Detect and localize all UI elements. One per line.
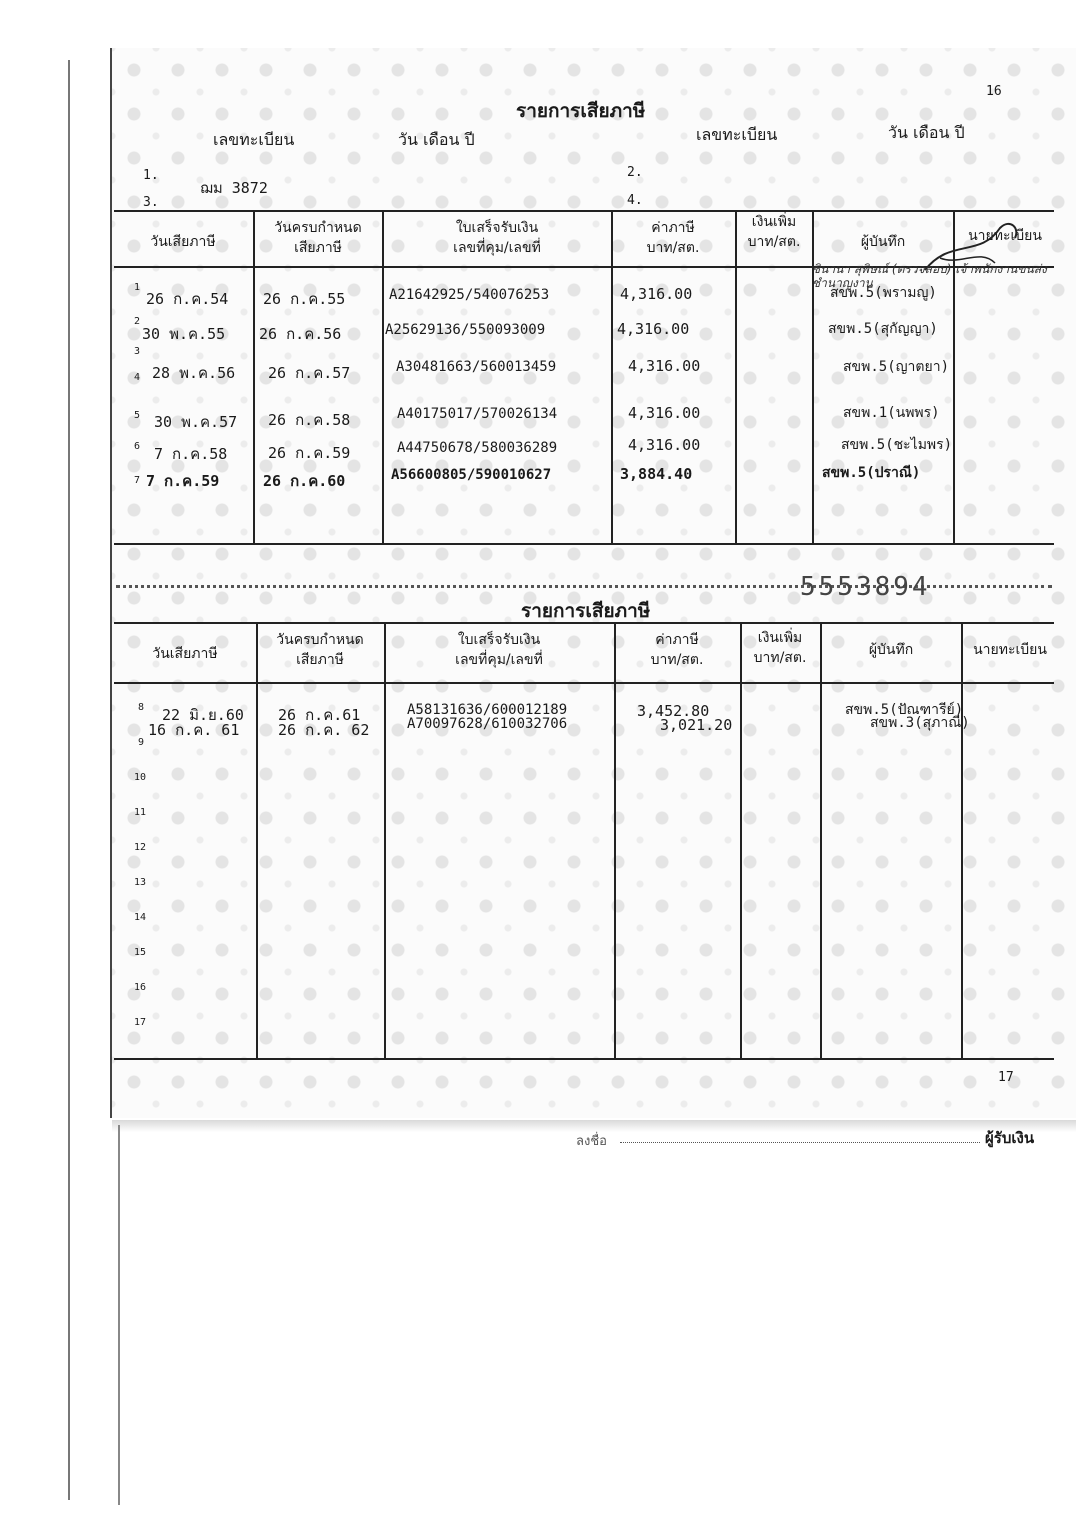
row-num: 6 [134,441,141,452]
col-header-registrar: นายทะเบียน [968,228,1042,244]
col-header-due-date: วันครบกำหนด เสียภาษี [274,220,362,256]
row-num: 12 [134,842,147,853]
col-rule-6b [961,622,963,1058]
serial-number: 5553894 [800,572,931,602]
plate-value-1: ฌม 3872 [200,179,268,197]
col-header-paid-date: วันเสียภาษี [150,234,216,250]
due-date: 26 ก.ค.55 [263,290,346,308]
date-label-right: วัน เดือน ปี [888,123,965,142]
row-num: 17 [134,1017,147,1028]
reg-label-right: เลขทะเบียน [696,125,778,144]
page-number-bottom: 17 [998,1070,1014,1085]
receipt-number: A30481663/560013459 [396,359,557,375]
reg-label-left: เลขทะเบียน [213,130,295,149]
col-header-surcharge-b: เงินเพิ่ม บาท/สต. [753,630,807,666]
row-num: 3 [134,346,141,357]
due-date: 26 ก.ค.59 [268,444,351,462]
row-num: 15 [134,947,147,958]
row-num: 13 [134,877,147,888]
row-num: 10 [134,772,147,783]
col-header-recorder-b: ผู้บันทึก [868,642,914,658]
table-top-bottom-rule [114,543,1054,545]
receipt-number: A40175017/570026134 [397,406,558,422]
col-rule-5 [812,210,814,545]
due-date: 26 ก.ค.61 [278,706,361,724]
due-date: 26 ก.ค.57 [268,364,351,382]
tax-amount: 4,316.00 [620,285,693,303]
due-date: 26 ก.ค.58 [268,411,351,429]
row-num: 9 [138,737,145,748]
receipt-number: A56600805/590010627 [391,467,552,483]
row-num: 11 [134,807,147,818]
footer-dotted-line [620,1142,980,1143]
left-margin-rule [68,60,70,1500]
recorder: สขพ.5(ปัณฑารีย์) [845,702,964,718]
col-rule-3b [614,622,616,1058]
col-rule-2 [382,210,384,545]
tax-amount: 3,021.20 [660,716,733,734]
tax-amount: 3,884.40 [620,465,693,483]
tax-amount: 4,316.00 [628,357,701,375]
col-header-surcharge: เงินเพิ่ม บาท/สต. [747,214,801,250]
tax-amount: 4,316.00 [617,320,690,338]
due-date: 26 ก.ค.56 [259,325,342,343]
paid-date: 28 พ.ค.56 [152,364,236,382]
underlying-page [118,1125,1060,1505]
plate-num-3: 3. [143,195,159,210]
recorder: สขพ.5(พรามญู) [830,285,937,301]
due-date: 26 ก.ค.60 [263,472,346,490]
footer-receiver-label: ผู้รับเงิน [985,1129,1035,1147]
tax-record-sheet [110,48,1076,1118]
col-header-recorder: ผู้บันทึก [860,234,906,250]
row-num: 14 [134,912,147,923]
col-rule-1 [253,210,255,545]
row-num: 7 [134,475,141,486]
receipt-number: A21642925/540076253 [389,287,550,303]
plate-num-2: 2. [627,165,643,180]
col-header-registrar-b: นายทะเบียน [973,642,1047,658]
col-rule-4b [740,622,742,1058]
recorder: สขพ.3(สุภาณี) [870,715,970,731]
receipt-number: A58131636/600012189 [407,702,568,718]
col-rule-1b [256,622,258,1058]
tax-amount: 3,452.80 [637,702,710,720]
recorder: สขพ.5(ปราณี) [822,465,921,481]
row-num: 2 [134,316,141,327]
row-num: 16 [134,982,147,993]
tax-amount: 4,316.00 [628,436,701,454]
col-header-tax: ค่าภาษี บาท/สต. [646,220,700,256]
paid-date: 30 พ.ค.57 [154,413,238,431]
table-bottom-bottom-rule [114,1058,1054,1060]
col-header-receipt: ใบเสร็จรับเงิน เลขที่คุม/เลขที่ [453,220,541,256]
table-bottom-header-rule [114,682,1054,684]
recorder: สขพ.5(สุกัญญา) [828,321,938,337]
section-title-bottom: รายการเสียภาษี [521,600,651,622]
receipt-number: A44750678/580036289 [397,440,558,456]
col-rule-5b [820,622,822,1058]
plate-num-4: 4. [627,193,643,208]
table-bottom-top-rule [114,622,1054,624]
recorder: สขพ.1(นพพร) [843,405,940,421]
row-num: 4 [134,372,141,383]
recorder: สขพ.5(ชะไมพร) [841,437,953,453]
page-number-top: 16 [986,84,1002,99]
col-header-receipt-b: ใบเสร็จรับเงิน เลขที่คุม/เลขที่ [455,632,543,668]
registrar-note: ชินานา สุพิษณ์ (ตรวจสอบ) เจ้าพนักงานขนส่งชำนาญงาน [812,262,1047,290]
footer-sign-label: ลงชื่อ [576,1134,607,1149]
recorder: สขพ.5(ญาตยา) [843,359,950,375]
paid-date: 26 ก.ค.54 [146,290,229,308]
paid-date: 7 ก.ค.59 [146,472,220,490]
row-num: 5 [134,410,141,421]
col-header-tax-b: ค่าภาษี บาท/สต. [650,632,704,668]
section-title-top: รายการเสียภาษี [516,100,646,122]
tax-amount: 4,316.00 [628,404,701,422]
table-top-rule [114,210,1054,212]
paid-date: 30 พ.ค.55 [142,325,226,343]
col-header-due-date-b: วันครบกำหนด เสียภาษี [276,632,364,668]
row-num: 1 [134,282,141,293]
plate-num-1: 1. [143,168,159,183]
paid-date: 16 ก.ค. 61 [148,721,240,739]
paid-date: 22 มิ.ย.60 [162,706,244,724]
col-rule-2b [384,622,386,1058]
col-header-paid-date-b: วันเสียภาษี [152,646,218,662]
col-rule-3 [611,210,613,545]
due-date: 26 ก.ค. 62 [278,721,370,739]
date-label-left: วัน เดือน ปี [398,130,475,149]
paid-date: 7 ก.ค.58 [154,445,228,463]
col-rule-4 [735,210,737,545]
receipt-number: A25629136/550093009 [385,322,546,338]
receipt-number: A70097628/610032706 [407,716,568,732]
row-num: 8 [138,702,145,713]
